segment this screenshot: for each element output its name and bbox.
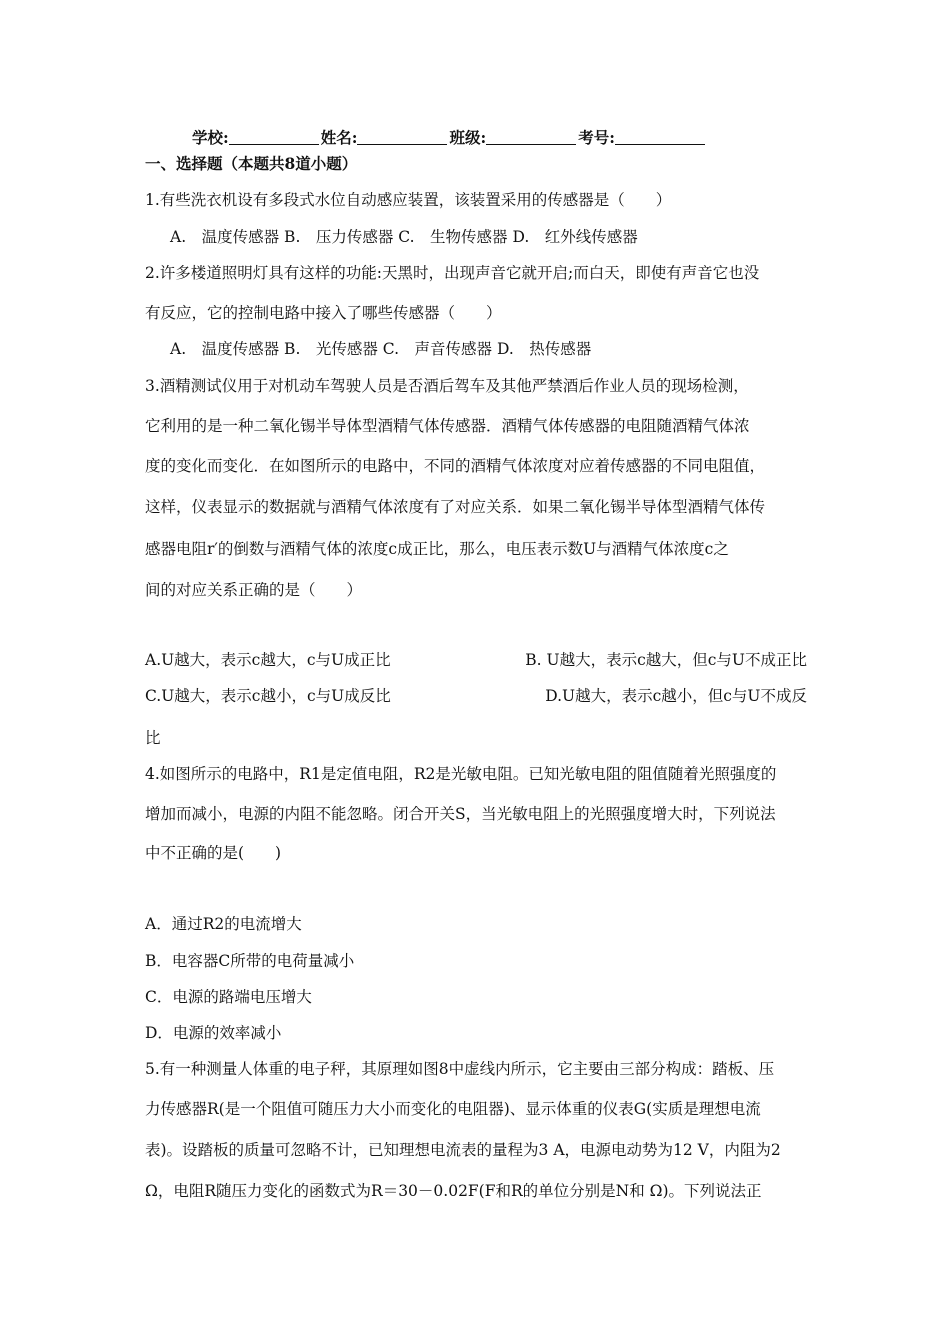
q2-options: A. 温度传感器 B. 光传感器 C. 声音传感器 D. 热传感器 [170,340,592,358]
q4-option-a: A．通过R2的电流增大 [145,915,302,933]
q1-options: A. 温度传感器 B. 压力传感器 C. 生物传感器 D. 红外线传感器 [170,228,638,246]
name-label: 姓名: [320,128,358,147]
q4-option-d: D．电源的效率减小 [145,1024,282,1042]
q5-line-1: 5.有一种测量人体重的电子秤，其原理如图8中虚线内所示，它主要由三部分构成：踏板、压 [145,1060,775,1078]
q5-line-2: 力传感器R(是一个阻值可随压力大小而变化的电阻器)、显示体重的仪表G(实质是理想电流 [145,1100,761,1118]
q4-option-b: B．电容器C所带的电荷量减小 [145,952,355,970]
q3-option-c: C.U越大，表示c越小，c与U成反比 [145,687,391,705]
q3-option-b: B. U越大，表示c越大，但c与U不成正比 [525,651,807,669]
q3-line-3: 度的变化而变化．在如图所示的电路中，不同的酒精气体浓度对应着传感器的不同电阻值， [145,457,766,475]
q4-option-c: C．电源的路端电压增大 [145,988,312,1006]
q3-line-5: 感器电阻r′的倒数与酒精气体的浓度c成正比，那么，电压表示数U与酒精气体浓度c之 [145,540,729,558]
name-field[interactable] [357,130,447,145]
q5-line-3: 表)。设踏板的质量可忽略不计，已知理想电流表的量程为3 A，电源电动势为12 V，内阻为2 [145,1141,781,1159]
student-info-header [192,128,707,148]
q5-line-4: Ω，电阻R随压力变化的函数式为R＝30－0.02F(F和R的单位分别是N和 Ω)。下列说法正 [145,1182,762,1200]
q4-line-3: 中不正确的是( ) [145,844,282,862]
section-title: 一、选择题（本题共8道小题） [145,154,358,173]
exam-no-field[interactable] [615,130,705,145]
q4-line-1: 4.如图所示的电路中，R1是定值电阻，R2是光敏电阻。已知光敏电阻的阻值随着光照强度的 [145,765,777,783]
q1-stem: 1.有些洗衣机设有多段式水位自动感应装置，该装置采用的传感器是（ ） [145,191,672,209]
q3-line-1: 3.酒精测试仪用于对机动车驾驶人员是否酒后驾车及其他严禁酒后作业人员的现场检测， [145,377,749,395]
q3-line-6: 间的对应关系正确的是（ ） [145,581,363,599]
class-label: 班级: [449,128,487,147]
q3-line-4: 这样，仪表显示的数据就与酒精气体浓度有了对应关系．如果二氧化锡半导体型酒精气体传 [145,498,766,516]
q2-stem-line-2: 有反应，它的控制电路中接入了哪些传感器（ ） [145,304,502,322]
q2-stem-line-1: 2.许多楼道照明灯具有这样的功能:天黑时，出现声音它就开启;而白天，即使有声音它也没 [145,264,760,282]
q3-option-a: A.U越大，表示c越大，c与U成正比 [145,651,391,669]
class-field[interactable] [486,130,576,145]
q3-line-2: 它利用的是一种二氧化锡半导体型酒精气体传感器．酒精气体传感器的电阻随酒精气体浓 [145,417,750,435]
q3-option-d-wrap: 比 [145,729,161,747]
school-field[interactable] [229,130,319,145]
school-label: 学校: [192,128,229,147]
exam-no-label: 考号: [578,128,615,147]
q4-line-2: 增加而减小，电源的内阻不能忽略。闭合开关S，当光敏电阻上的光照强度增大时，下列说法 [145,805,776,823]
q3-option-d: D.U越大，表示c越小，但c与U不成反 [545,687,807,705]
